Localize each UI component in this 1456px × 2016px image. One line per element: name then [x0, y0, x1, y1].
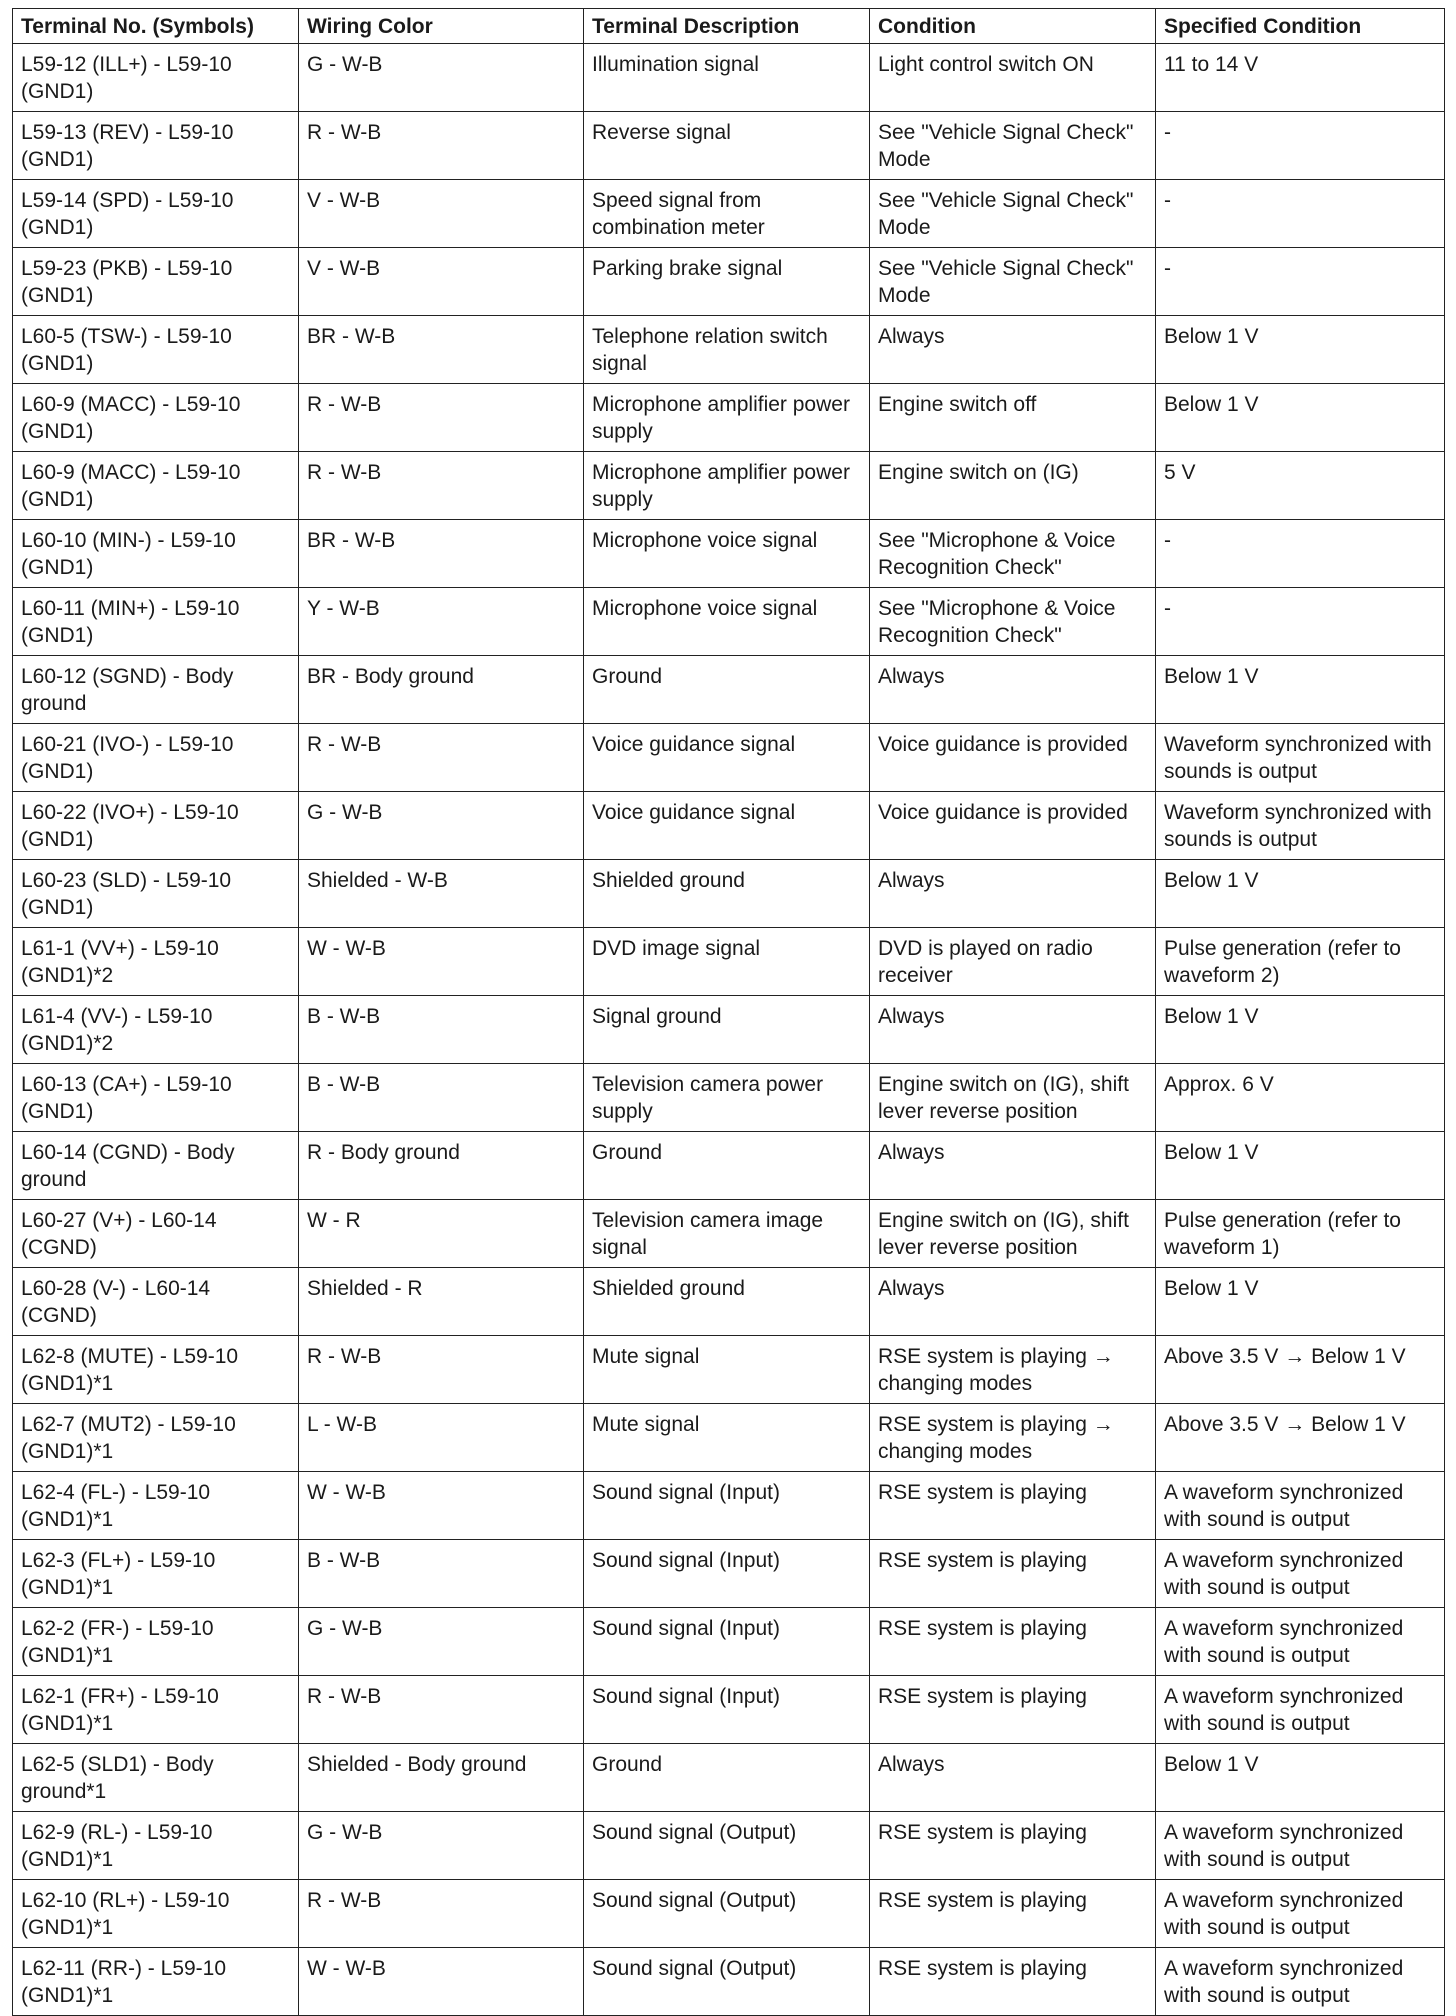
cell-terminal-no: L62-2 (FR-) - L59-10 (GND1)*1	[13, 1608, 299, 1676]
table-row	[13, 1472, 1445, 1540]
table-row	[13, 1948, 1445, 2016]
cell-terminal-no: L60-13 (CA+) - L59-10 (GND1)	[13, 1064, 299, 1132]
cell-specified-condition: Pulse generation (refer to waveform 1)	[1156, 1200, 1445, 1268]
cell-terminal-no: L59-23 (PKB) - L59-10 (GND1)	[13, 248, 299, 316]
cell-condition: Voice guidance is provided	[870, 724, 1156, 792]
cell-specified-condition: A waveform synchronized with sound is output	[1156, 1540, 1445, 1608]
cell-specified-condition: -	[1156, 588, 1445, 656]
cell-terminal-description: Telephone relation switch signal	[584, 316, 870, 384]
cell-terminal-no: L60-23 (SLD) - L59-10 (GND1)	[13, 860, 299, 928]
cell-wiring-color: BR - W-B	[299, 316, 584, 384]
table-row	[13, 1200, 1445, 1268]
table-row	[13, 1336, 1445, 1404]
table-row	[13, 1404, 1445, 1472]
cell-wiring-color: G - W-B	[299, 1812, 584, 1880]
cell-wiring-color: B - W-B	[299, 1540, 584, 1608]
cell-wiring-color: Shielded - Body ground	[299, 1744, 584, 1812]
table-row	[13, 1132, 1445, 1200]
cell-wiring-color: R - W-B	[299, 384, 584, 452]
cell-condition: See "Vehicle Signal Check" Mode	[870, 180, 1156, 248]
header-wiring-color: Wiring Color	[299, 9, 584, 44]
cell-terminal-no: L60-10 (MIN-) - L59-10 (GND1)	[13, 520, 299, 588]
cell-wiring-color: W - W-B	[299, 1948, 584, 2016]
cell-wiring-color: Y - W-B	[299, 588, 584, 656]
cell-wiring-color: B - W-B	[299, 1064, 584, 1132]
table-row	[13, 1540, 1445, 1608]
cell-terminal-description: Parking brake signal	[584, 248, 870, 316]
cell-condition: Always	[870, 996, 1156, 1064]
cell-condition: RSE system is playing	[870, 1608, 1156, 1676]
table-row	[13, 1676, 1445, 1744]
cell-wiring-color: V - W-B	[299, 248, 584, 316]
cell-specified-condition: Below 1 V	[1156, 1132, 1445, 1200]
table-row	[13, 1744, 1445, 1812]
cell-terminal-description: DVD image signal	[584, 928, 870, 996]
cell-condition: Engine switch on (IG), shift lever reverse position	[870, 1064, 1156, 1132]
cell-terminal-description: Microphone amplifier power supply	[584, 384, 870, 452]
table-row	[13, 44, 1445, 112]
cell-terminal-description: Microphone amplifier power supply	[584, 452, 870, 520]
cell-condition: Always	[870, 656, 1156, 724]
cell-terminal-description: Shielded ground	[584, 1268, 870, 1336]
cell-condition: See "Microphone & Voice Recognition Check"	[870, 520, 1156, 588]
cell-terminal-no: L59-13 (REV) - L59-10 (GND1)	[13, 112, 299, 180]
cell-terminal-no: L61-1 (VV+) - L59-10 (GND1)*2	[13, 928, 299, 996]
cell-wiring-color: W - W-B	[299, 1472, 584, 1540]
cell-specified-condition: A waveform synchronized with sound is output	[1156, 1812, 1445, 1880]
cell-terminal-no: L59-14 (SPD) - L59-10 (GND1)	[13, 180, 299, 248]
cell-terminal-no: L62-4 (FL-) - L59-10 (GND1)*1	[13, 1472, 299, 1540]
cell-wiring-color: G - W-B	[299, 1608, 584, 1676]
cell-terminal-description: Reverse signal	[584, 112, 870, 180]
cell-specified-condition: 5 V	[1156, 452, 1445, 520]
cell-specified-condition: Below 1 V	[1156, 996, 1445, 1064]
cell-specified-condition: Below 1 V	[1156, 316, 1445, 384]
table-row	[13, 1268, 1445, 1336]
cell-specified-condition: -	[1156, 248, 1445, 316]
cell-specified-condition: Below 1 V	[1156, 860, 1445, 928]
cell-condition: RSE system is playing	[870, 1812, 1156, 1880]
cell-condition: Always	[870, 1744, 1156, 1812]
cell-terminal-description: Sound signal (Input)	[584, 1676, 870, 1744]
cell-wiring-color: R - W-B	[299, 1880, 584, 1948]
cell-condition: See "Microphone & Voice Recognition Check"	[870, 588, 1156, 656]
cell-terminal-no: L60-9 (MACC) - L59-10 (GND1)	[13, 384, 299, 452]
cell-terminal-no: L59-12 (ILL+) - L59-10 (GND1)	[13, 44, 299, 112]
cell-condition: RSE system is playing	[870, 1676, 1156, 1744]
cell-condition: Always	[870, 860, 1156, 928]
cell-wiring-color: R - W-B	[299, 1676, 584, 1744]
cell-terminal-description: Ground	[584, 1744, 870, 1812]
cell-terminal-no: L60-21 (IVO-) - L59-10 (GND1)	[13, 724, 299, 792]
cell-terminal-description: Mute signal	[584, 1404, 870, 1472]
cell-terminal-no: L62-3 (FL+) - L59-10 (GND1)*1	[13, 1540, 299, 1608]
cell-terminal-description: Ground	[584, 1132, 870, 1200]
cell-condition: Always	[870, 1268, 1156, 1336]
cell-wiring-color: B - W-B	[299, 996, 584, 1064]
cell-condition: See "Vehicle Signal Check" Mode	[870, 112, 1156, 180]
cell-terminal-no: L62-7 (MUT2) - L59-10 (GND1)*1	[13, 1404, 299, 1472]
table-row	[13, 1812, 1445, 1880]
cell-terminal-no: L60-27 (V+) - L60-14 (CGND)	[13, 1200, 299, 1268]
cell-terminal-no: L62-1 (FR+) - L59-10 (GND1)*1	[13, 1676, 299, 1744]
table-row	[13, 384, 1445, 452]
cell-terminal-description: Television camera power supply	[584, 1064, 870, 1132]
cell-terminal-description: Sound signal (Output)	[584, 1812, 870, 1880]
cell-wiring-color: L - W-B	[299, 1404, 584, 1472]
table-body	[13, 44, 1445, 2016]
cell-condition: Light control switch ON	[870, 44, 1156, 112]
cell-specified-condition: -	[1156, 180, 1445, 248]
cell-condition: RSE system is playing	[870, 1540, 1156, 1608]
cell-condition: RSE system is playing → changing modes	[870, 1404, 1156, 1472]
cell-condition: Always	[870, 316, 1156, 384]
cell-wiring-color: G - W-B	[299, 44, 584, 112]
cell-condition: RSE system is playing → changing modes	[870, 1336, 1156, 1404]
cell-condition: Engine switch on (IG)	[870, 452, 1156, 520]
table-row	[13, 1880, 1445, 1948]
table-row	[13, 588, 1445, 656]
cell-wiring-color: W - W-B	[299, 928, 584, 996]
cell-condition: RSE system is playing	[870, 1472, 1156, 1540]
cell-terminal-description: Speed signal from combination meter	[584, 180, 870, 248]
cell-terminal-no: L60-5 (TSW-) - L59-10 (GND1)	[13, 316, 299, 384]
table-row	[13, 452, 1445, 520]
cell-specified-condition: 11 to 14 V	[1156, 44, 1445, 112]
cell-specified-condition: Below 1 V	[1156, 1744, 1445, 1812]
cell-terminal-no: L62-9 (RL-) - L59-10 (GND1)*1	[13, 1812, 299, 1880]
cell-terminal-no: L62-10 (RL+) - L59-10 (GND1)*1	[13, 1880, 299, 1948]
cell-specified-condition: Below 1 V	[1156, 656, 1445, 724]
table-row	[13, 248, 1445, 316]
cell-wiring-color: R - W-B	[299, 112, 584, 180]
cell-specified-condition: Waveform synchronized with sounds is output	[1156, 792, 1445, 860]
cell-specified-condition: Below 1 V	[1156, 384, 1445, 452]
header-condition: Condition	[870, 9, 1156, 44]
cell-specified-condition: -	[1156, 112, 1445, 180]
cell-terminal-no: L60-9 (MACC) - L59-10 (GND1)	[13, 452, 299, 520]
cell-condition: RSE system is playing	[870, 1948, 1156, 2016]
table-row	[13, 180, 1445, 248]
cell-terminal-description: Ground	[584, 656, 870, 724]
table-row	[13, 520, 1445, 588]
cell-condition: Engine switch off	[870, 384, 1156, 452]
cell-specified-condition: -	[1156, 520, 1445, 588]
cell-specified-condition: Above 3.5 V → Below 1 V	[1156, 1404, 1445, 1472]
cell-condition: RSE system is playing	[870, 1880, 1156, 1948]
cell-terminal-no: L60-11 (MIN+) - L59-10 (GND1)	[13, 588, 299, 656]
cell-wiring-color: R - W-B	[299, 452, 584, 520]
cell-terminal-no: L60-12 (SGND) - Body ground	[13, 656, 299, 724]
cell-condition: DVD is played on radio receiver	[870, 928, 1156, 996]
cell-condition: Engine switch on (IG), shift lever reverse position	[870, 1200, 1156, 1268]
cell-specified-condition: Approx. 6 V	[1156, 1064, 1445, 1132]
cell-wiring-color: R - W-B	[299, 1336, 584, 1404]
cell-terminal-no: L61-4 (VV-) - L59-10 (GND1)*2	[13, 996, 299, 1064]
cell-specified-condition: Waveform synchronized with sounds is output	[1156, 724, 1445, 792]
cell-condition: Always	[870, 1132, 1156, 1200]
cell-specified-condition: A waveform synchronized with sound is output	[1156, 1880, 1445, 1948]
cell-specified-condition: A waveform synchronized with sound is output	[1156, 1948, 1445, 2016]
cell-wiring-color: Shielded - W-B	[299, 860, 584, 928]
cell-wiring-color: W - R	[299, 1200, 584, 1268]
cell-terminal-description: Sound signal (Output)	[584, 1948, 870, 2016]
cell-wiring-color: BR - W-B	[299, 520, 584, 588]
cell-terminal-no: L60-28 (V-) - L60-14 (CGND)	[13, 1268, 299, 1336]
table-row	[13, 112, 1445, 180]
cell-terminal-description: Illumination signal	[584, 44, 870, 112]
table-row	[13, 792, 1445, 860]
cell-specified-condition: A waveform synchronized with sound is output	[1156, 1472, 1445, 1540]
table-header-row	[13, 9, 1445, 44]
table-row	[13, 1064, 1445, 1132]
cell-terminal-no: L62-11 (RR-) - L59-10 (GND1)*1	[13, 1948, 299, 2016]
cell-terminal-description: Voice guidance signal	[584, 724, 870, 792]
table-row	[13, 316, 1445, 384]
cell-wiring-color: G - W-B	[299, 792, 584, 860]
cell-terminal-description: Television camera image signal	[584, 1200, 870, 1268]
cell-terminal-no: L62-8 (MUTE) - L59-10 (GND1)*1	[13, 1336, 299, 1404]
cell-terminal-description: Microphone voice signal	[584, 588, 870, 656]
table-row	[13, 860, 1445, 928]
table-row	[13, 656, 1445, 724]
cell-specified-condition: A waveform synchronized with sound is output	[1156, 1676, 1445, 1744]
cell-specified-condition: Pulse generation (refer to waveform 2)	[1156, 928, 1445, 996]
cell-wiring-color: Shielded - R	[299, 1268, 584, 1336]
cell-condition: See "Vehicle Signal Check" Mode	[870, 248, 1156, 316]
cell-wiring-color: R - W-B	[299, 724, 584, 792]
cell-terminal-no: L62-5 (SLD1) - Body ground*1	[13, 1744, 299, 1812]
cell-wiring-color: BR - Body ground	[299, 656, 584, 724]
cell-terminal-description: Signal ground	[584, 996, 870, 1064]
cell-specified-condition: A waveform synchronized with sound is output	[1156, 1608, 1445, 1676]
header-terminal-description: Terminal Description	[584, 9, 870, 44]
cell-specified-condition: Below 1 V	[1156, 1268, 1445, 1336]
header-terminal-no: Terminal No. (Symbols)	[13, 9, 299, 44]
cell-wiring-color: R - Body ground	[299, 1132, 584, 1200]
terminal-inspection-table	[12, 8, 1445, 2016]
header-specified-condition: Specified Condition	[1156, 9, 1445, 44]
cell-terminal-description: Sound signal (Input)	[584, 1472, 870, 1540]
cell-terminal-no: L60-14 (CGND) - Body ground	[13, 1132, 299, 1200]
table-row	[13, 1608, 1445, 1676]
cell-condition: Voice guidance is provided	[870, 792, 1156, 860]
cell-terminal-description: Sound signal (Input)	[584, 1540, 870, 1608]
cell-wiring-color: V - W-B	[299, 180, 584, 248]
table-row	[13, 928, 1445, 996]
table-row	[13, 996, 1445, 1064]
cell-terminal-description: Mute signal	[584, 1336, 870, 1404]
cell-terminal-no: L60-22 (IVO+) - L59-10 (GND1)	[13, 792, 299, 860]
cell-terminal-description: Voice guidance signal	[584, 792, 870, 860]
cell-terminal-description: Microphone voice signal	[584, 520, 870, 588]
cell-terminal-description: Shielded ground	[584, 860, 870, 928]
cell-specified-condition: Above 3.5 V → Below 1 V	[1156, 1336, 1445, 1404]
cell-terminal-description: Sound signal (Output)	[584, 1880, 870, 1948]
table-row	[13, 724, 1445, 792]
cell-terminal-description: Sound signal (Input)	[584, 1608, 870, 1676]
